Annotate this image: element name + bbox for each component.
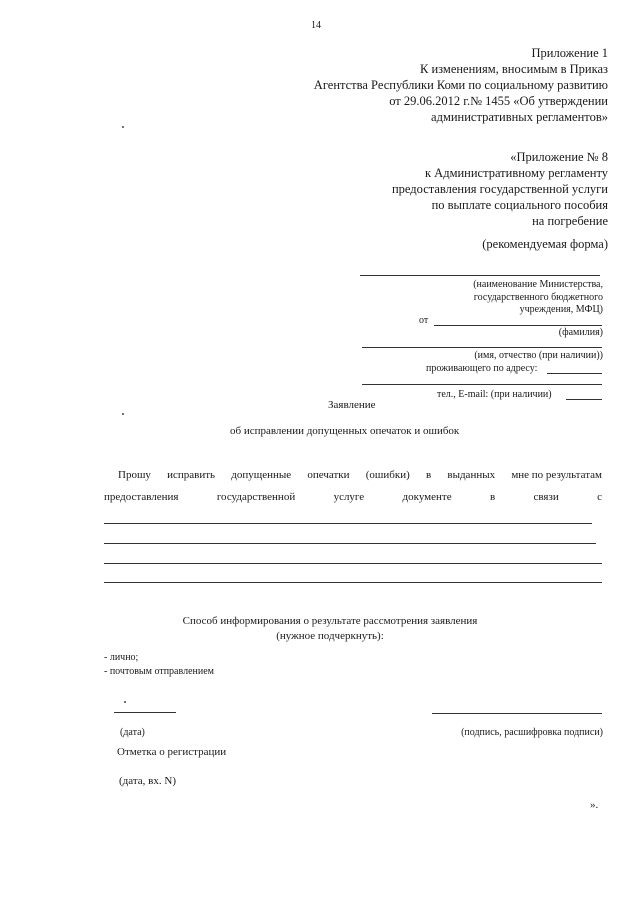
contact-label: тел., E-mail: (при наличии) <box>437 389 552 400</box>
header2-line3: предоставления государственной услуги <box>391 182 608 196</box>
body-word: (ошибки) <box>365 469 410 481</box>
registration-details: (дата, вх. N) <box>119 775 176 787</box>
ministry-caption-line1: (наименование Министерства, <box>473 279 603 290</box>
body-word: мне по результатам <box>511 469 602 481</box>
ministry-name-line <box>360 275 600 276</box>
body-word: Прошу <box>118 469 151 481</box>
document-subtitle: об исправлении допущенных опечаток и ошибок <box>230 425 460 437</box>
header2-line5: на погребение <box>532 214 608 228</box>
notification-method-heading <box>150 614 510 644</box>
body-word: связи <box>533 491 559 503</box>
body-word: допущенные <box>231 469 292 481</box>
header2-line1: «Приложение № 8 <box>510 150 608 164</box>
date-line <box>114 712 176 713</box>
reason-line-3 <box>104 563 602 564</box>
ministry-caption-line2: государственного бюджетного <box>473 291 603 303</box>
body-word: исправить <box>167 469 216 481</box>
surname-caption: (фамилия) <box>558 327 603 338</box>
registration-label: Отметка о регистрации <box>117 746 227 758</box>
closing-mark: ». <box>590 799 599 811</box>
header2-line2: к Административному регламенту <box>424 166 608 180</box>
body-word: в <box>425 469 432 481</box>
option-by-mail: - почтовым отправлением <box>104 666 214 677</box>
header1-line4: от 29.06.2012 г.№ 1455 «Об утверждении <box>389 94 608 108</box>
reason-line-2 <box>104 543 596 544</box>
body-word: документе <box>402 491 452 503</box>
name-line <box>362 347 602 348</box>
scan-speck <box>122 126 124 128</box>
body-word: в <box>489 491 496 503</box>
signature-line <box>432 713 602 714</box>
scan-speck <box>124 701 126 703</box>
name-caption: (имя, отчество (при наличии)) <box>474 350 603 361</box>
document-title: Заявление <box>328 399 376 411</box>
option-in-person: - лично; <box>104 652 139 663</box>
header1-line5: административных регламентов» <box>431 110 608 124</box>
date-caption: (дата) <box>120 727 145 738</box>
body-word: с <box>597 491 602 503</box>
body-word: предоставления <box>104 491 179 503</box>
header1-line2: К изменениям, вносимым в Приказ <box>420 62 608 76</box>
body-line-2 <box>104 491 602 503</box>
body-word: государственной <box>216 491 296 503</box>
contact-line <box>566 399 602 400</box>
header-appendix-8 <box>392 149 608 229</box>
from-label: от <box>419 315 429 326</box>
body-line-1 <box>118 469 602 481</box>
recommended-form-note: (рекомендуемая форма) <box>482 237 608 251</box>
page-number: 14 <box>311 20 321 31</box>
notification-note: (нужное подчеркнуть): <box>276 630 384 642</box>
body-word: услуге <box>333 491 365 503</box>
ministry-caption-line3: учреждения, МФЦ) <box>519 304 603 315</box>
reason-line-4 <box>104 582 602 583</box>
header-appendix-1 <box>314 45 608 125</box>
scan-speck <box>122 413 124 415</box>
address-line <box>362 384 602 385</box>
address-label: проживающего по адресу: <box>426 363 538 374</box>
header2-line4: по выплате социального пособия <box>431 198 608 212</box>
header1-line1: Приложение 1 <box>531 46 608 60</box>
address-line-short <box>547 373 602 374</box>
reason-line-1 <box>104 523 592 524</box>
header1-line3: Агентства Республики Коми по социальному развитию <box>313 78 608 92</box>
body-word: выданных <box>447 469 496 481</box>
ministry-caption <box>473 279 603 317</box>
notification-title: Способ информирования о результате рассмотрения заявления <box>182 615 478 627</box>
body-word: опечатки <box>307 469 350 481</box>
signature-caption: (подпись, расшифровка подписи) <box>461 727 603 738</box>
from-line <box>434 325 602 326</box>
